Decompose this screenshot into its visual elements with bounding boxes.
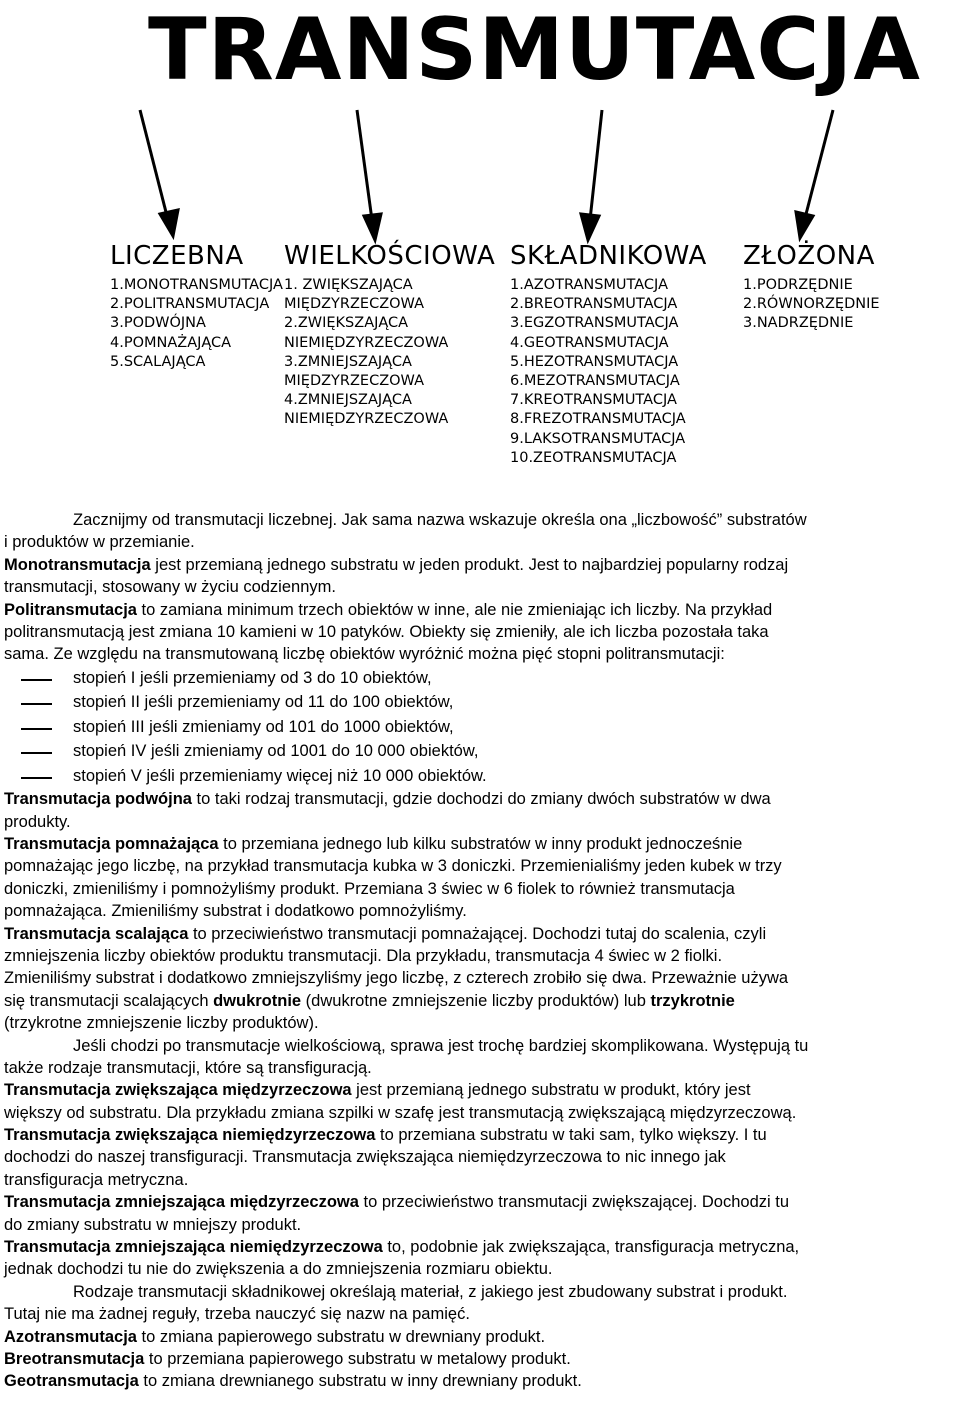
text-line (4, 1236, 956, 1258)
category-item: 2.ZWIĘKSZAJĄCA (284, 315, 409, 332)
category-item: 10.ZEOTRANSMUTACJA (510, 449, 677, 466)
category-item: MIĘDZYRZECZOWA (284, 296, 425, 313)
category-item: MIĘDZYRZECZOWA (284, 373, 425, 390)
bullet-text: stopień I jeśli przemieniamy od 3 do 10 obiektów, (73, 668, 432, 687)
text-span: to zmiana papierowego substratu w drewniany produkt. (136, 1327, 546, 1346)
text-span: to przemiana jednego lub kilku substratów w inny produkt jednocześnie (218, 835, 743, 854)
text-line: pomnażając jego liczbę, na przykład transmutacja kubka w 3 doniczki. Przemienialiśmy jeden kubek w trzy (4, 857, 782, 876)
arrow-to-liczebna (140, 110, 178, 236)
text-span: to zamiana minimum trzech obiektów w inne, ale nie zmieniając ich liczby. Na przykład (136, 600, 773, 619)
dash-bullet (21, 703, 52, 705)
category-title: WIELKOŚCIOWA (284, 241, 496, 271)
dash-bullet (21, 777, 52, 779)
diagram-title: TRANSMUTACJA (148, 0, 921, 100)
text-line: transfiguracja metryczna. (4, 1170, 189, 1189)
text-line: doniczki, zmieniliśmy i pomnożyliśmy produkt. Przemiana 3 świec w 6 fiolek to również transmutacja (4, 879, 735, 898)
category-liczebna (110, 240, 283, 372)
bullet-text: stopień V jeśli przemieniamy więcej niż 10 000 obiektów. (73, 766, 487, 785)
category-item: 4.ZMNIEJSZAJĄCA (284, 392, 412, 409)
text-line: (trzykrotne zmniejszenie liczby produktów). (4, 1014, 319, 1033)
term: Transmutacja scalająca (4, 924, 189, 943)
text-line: politransmutacją jest zmiana 10 kamieni w 10 patyków. Obiekty się zmieniły, ale ich liczba pozostała taka (4, 622, 769, 641)
dash-bullet (21, 752, 52, 754)
text-line: transmutacji, stosowany w życiu codziennym. (4, 578, 336, 597)
category-title: LICZEBNA (110, 241, 244, 271)
text-line: Jeśli chodzi po transmutacje wielkościową, sprawa jest trochę bardziej skomplikowana. Występują tu (73, 1036, 809, 1055)
text-line: i produktów w przemianie. (4, 533, 195, 552)
text-line (4, 1348, 956, 1370)
category-item: 3.NADRZĘDNIE (743, 315, 854, 332)
category-item: 4.POMNAŻAJĄCA (110, 334, 232, 351)
category-item: 8.FREZOTRANSMUTACJA (510, 411, 686, 428)
term: Breotransmutacja (4, 1350, 145, 1368)
category-item: 5.SCALAJĄCA (110, 353, 206, 370)
bullet-item (4, 666, 956, 691)
text-line (4, 554, 956, 576)
category-item: 7.KREOTRANSMUTACJA (510, 392, 677, 409)
text-line (4, 990, 956, 1012)
transmutation-diagram (0, 0, 960, 480)
text-span: jest przemianą jednego substratu w jeden produkt. Jest to najbardziej popularny rodzaj (150, 555, 789, 574)
category-title: SKŁADNIKOWA (510, 241, 707, 271)
category-item: NIEMIĘDZYRZECZOWA (284, 334, 449, 351)
term: Monotransmutacja (4, 555, 151, 574)
dash-bullet (21, 728, 52, 730)
category-item: 1.AZOTRANSMUTACJA (510, 277, 668, 293)
term: trzykrotnie (650, 991, 735, 1010)
category-item: 2.RÓWNORZĘDNIE (743, 296, 880, 313)
text-line: Tutaj nie ma żadnej reguły, trzeba nauczyć się nazw na pamięć. (4, 1305, 470, 1324)
text-line: jednak dochodzi tu nie do zwiększenia a do zmniejszenia rozmiaru obiektu. (4, 1260, 553, 1279)
category-item: 3.PODWÓJNA (110, 315, 206, 332)
text-line: sama. Ze względu na transmutowaną liczbę obiektów wyróżnić można pięć stopni politransmutacji: (4, 645, 725, 664)
term: Transmutacja pomnażająca (4, 835, 219, 854)
term: Politransmutacja (4, 600, 137, 619)
category-item: 4.GEOTRANSMUTACJA (510, 334, 669, 351)
text-line: do zmiany substratu w mniejszy produkt. (4, 1215, 302, 1234)
term: Transmutacja zmniejszająca międzyrzeczowa (4, 1193, 359, 1212)
arrow-to-skladnikowa (581, 110, 602, 240)
category-item: 3.EGZOTRANSMUTACJA (510, 315, 679, 332)
dash-bullet (21, 679, 52, 681)
category-title: ZŁOŻONA (743, 241, 875, 271)
category-skladnikowa (510, 240, 707, 468)
category-item: 3.ZMNIEJSZAJĄCA (284, 353, 412, 370)
text-line: Rodzaje transmutacji składnikowej określają materiał, z jakiego jest zbudowany substrat i produkt. (73, 1282, 788, 1301)
bullet-item (4, 715, 956, 740)
term: Azotransmutacja (4, 1327, 137, 1346)
text-line (4, 1191, 956, 1213)
arrow-to-zlozona (796, 110, 833, 238)
category-item: 9.LAKSOTRANSMUTACJA (510, 430, 686, 447)
category-wielkosciowa (284, 240, 495, 430)
term: Transmutacja zwiększająca międzyrzeczowa (4, 1081, 352, 1100)
text-line (4, 788, 956, 810)
text-line: produkty. (4, 812, 71, 831)
category-item: 2.BREOTRANSMUTACJA (510, 296, 678, 313)
text-line (4, 1326, 956, 1348)
text-line: także rodzaje transmutacji, które są transfiguracją. (4, 1058, 372, 1077)
bullet-text: stopień IV jeśli zmieniamy od 1001 do 10 000 obiektów, (73, 742, 479, 761)
text-line (4, 599, 956, 621)
text-span: to, podobnie jak zwiększająca, transfiguracja metryczna, (382, 1238, 800, 1257)
text-line (4, 1370, 956, 1392)
category-item: NIEMIĘDZYRZECZOWA (284, 411, 449, 428)
text-line: większy od substratu. Dla przykładu zmiana szpilki w szafę jest transmutacją zwiększającą międzyrzeczową. (4, 1103, 797, 1122)
text-span: to przeciwieństwo transmutacji zwiększającej. Dochodzi tu (358, 1193, 790, 1212)
text-line: zmniejszenia liczby obiektów produktu transmutacji. Dla przykładu, transmutacja 4 świec w 2 fiolki. (4, 946, 723, 965)
term: Transmutacja podwójna (4, 790, 192, 809)
bullet-text: stopień II jeśli przemieniamy od 11 do 100 obiektów, (73, 693, 454, 712)
category-item: 5.HEZOTRANSMUTACJA (510, 353, 679, 370)
category-item: 1.MONOTRANSMUTACJA (110, 277, 283, 293)
term: dwukrotnie (213, 991, 302, 1010)
text-line (4, 923, 956, 945)
term: Geotransmutacja (4, 1372, 139, 1391)
category-item: 2.POLITRANSMUTACJA (110, 296, 270, 313)
text-span: to przemiana substratu w taki sam, tylko większy. I tu (375, 1126, 767, 1145)
text-span: jest przemianą jednego substratu w produkt, który jest (351, 1081, 751, 1100)
text-line (4, 833, 956, 855)
document-body (4, 509, 956, 1393)
text-line: Zacznijmy od transmutacji liczebnej. Jak sama nazwa wskazuje określa ona „liczbowość” substratów (73, 511, 807, 529)
text-span: się transmutacji scalających (4, 991, 214, 1010)
text-line: Zmieniliśmy substrat i dodatkowo zmniejszyliśmy jego liczbę, z czterech zrobiło się dwa. Przeważnie używa (4, 969, 789, 988)
bullet-item (4, 690, 956, 715)
category-item: 1. ZWIĘKSZAJĄCA (284, 277, 413, 293)
text-line: dochodzi do naszej transfiguracji. Transmutacja zwiększająca niemiędzyrzeczowa to nic innego jak (4, 1148, 726, 1167)
text-span: to zmiana drewnianego substratu w inny drewniany produkt. (138, 1372, 582, 1391)
bullet-item (4, 764, 956, 789)
term: Transmutacja zwiększająca niemiędzyrzeczowa (4, 1126, 376, 1145)
text-span: (dwukrotne zmniejszenie liczby produktów) lub (301, 991, 651, 1010)
text-line (4, 1124, 956, 1146)
bullet-text: stopień III jeśli zmieniamy od 101 do 1000 obiektów, (73, 717, 454, 736)
text-span: to przeciwieństwo transmutacji pomnażającej. Dochodzi tutaj do scalenia, czyli (188, 924, 767, 943)
text-line: pomnażająca. Zmieniliśmy substrat i dodatkowo pomnożyliśmy. (4, 902, 467, 921)
category-item: 1.PODRZĘDNIE (743, 277, 853, 293)
text-span: to przemiana papierowego substratu w metalowy produkt. (144, 1350, 571, 1368)
category-item: 6.MEZOTRANSMUTACJA (510, 373, 680, 390)
text-line (4, 1079, 956, 1101)
arrow-to-wielkosciowa (357, 110, 381, 240)
term: Transmutacja zmniejszająca niemiędzyrzeczowa (4, 1238, 383, 1257)
category-zlozona (743, 240, 880, 334)
bullet-item (4, 739, 956, 764)
text-span: to taki rodzaj transmutacji, gdzie dochodzi do zmiany dwóch substratów w dwa (191, 790, 771, 809)
